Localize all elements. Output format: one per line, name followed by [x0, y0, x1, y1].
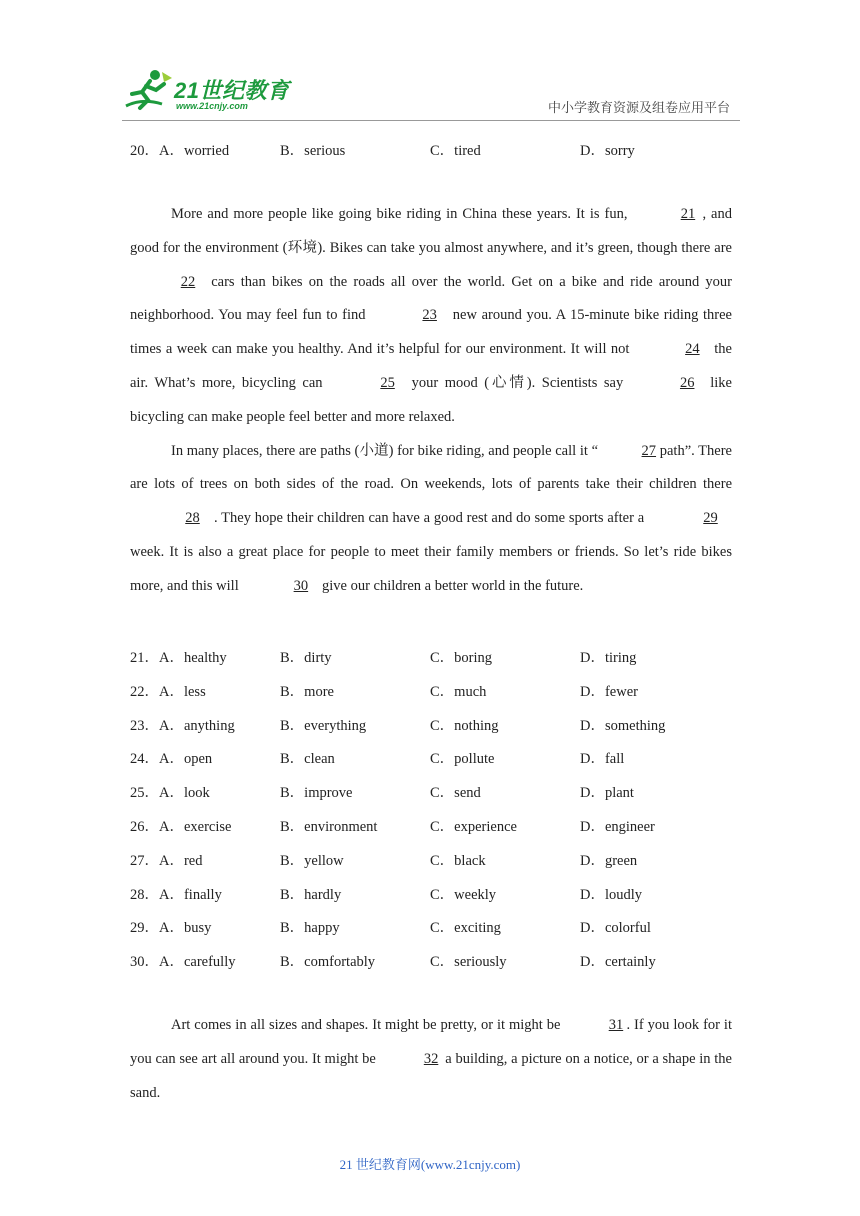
option-c: C．exciting: [430, 920, 501, 937]
header-platform-text: 中小学教育资源及组卷应用平台: [547, 101, 730, 116]
text: give our children a better world in the future.: [318, 577, 584, 594]
option-c: C．seriously: [430, 954, 507, 971]
option-c: C．black: [430, 852, 486, 869]
option-c: C．pollute: [430, 751, 495, 768]
paragraph-art: [130, 1009, 732, 1110]
paragraph-2: [130, 435, 732, 604]
blank-24: 24: [685, 341, 700, 358]
blank-21: 21: [680, 206, 696, 222]
option-b: B．hardly: [280, 886, 342, 903]
option-b: B．yellow: [280, 852, 344, 869]
page-header: [0, 0, 860, 125]
passage-bicycling: [130, 198, 732, 604]
option-c: C．nothing: [430, 717, 499, 734]
page-footer: 21 世纪教育网(www.21cnjy.com): [339, 1157, 521, 1172]
text: the air. What’s more, bicycling can: [130, 341, 732, 391]
blank-26: 26: [679, 374, 695, 391]
option-a: 27．A．red: [130, 852, 203, 869]
option-a: 20．A．worried: [130, 143, 230, 159]
blank-22: 22: [180, 273, 196, 290]
option-b: B．everything: [280, 717, 367, 734]
logo-url: www.21cnjy.com: [176, 101, 248, 111]
logo: [122, 68, 290, 119]
option-a: 21．A．healthy: [130, 650, 227, 666]
option-b: B．happy: [280, 920, 340, 937]
text: More and more people like going bike riding in China these years. It is fun,: [171, 206, 633, 222]
blank-30: 30: [293, 577, 309, 594]
text: , and good for the environment (环境). Bikes can take you almost anywhere, and it’s green, though there are: [130, 206, 732, 256]
option-c: C．weekly: [430, 886, 497, 903]
text: In many places, there are paths (小道) for bike riding, and people call it “: [171, 442, 599, 459]
option-a: 24．A．open: [130, 751, 213, 768]
blank-28: 28: [185, 510, 200, 527]
option-d: D．certainly: [580, 954, 656, 971]
runner-logo-icon: [122, 68, 178, 114]
blank-23: 23: [422, 307, 437, 324]
option-a: 30．A．carefully: [130, 954, 236, 971]
blank-29: 29: [703, 510, 718, 527]
text: week. It is also a great place for people to meet their family members or friends. So let’s ride bikes more, and this will: [130, 543, 732, 594]
option-b: B．dirty: [280, 650, 332, 666]
option-a: 22．A．less: [130, 683, 206, 700]
header-divider: [122, 120, 740, 121]
text: cars than bikes on the roads all over the world. Get on a bike and ride around your neighborhood. You may feel fun to find: [130, 273, 732, 324]
option-d: D．something: [580, 717, 666, 734]
option-b: B．environment: [280, 819, 378, 835]
option-d: D．green: [580, 852, 638, 869]
blank-25: 25: [380, 374, 395, 391]
blank-32: 32: [423, 1050, 439, 1067]
option-b: B．more: [280, 683, 334, 700]
option-c: C．experience: [430, 819, 517, 835]
text: . They hope their children can have a good rest and do some sports after a: [214, 510, 648, 527]
text: like bicycling can make people feel better and more relaxed.: [130, 374, 732, 425]
option-a: 23．A．anything: [130, 717, 235, 734]
option-a: 28．A．finally: [130, 886, 222, 903]
option-a: 25．A．look: [130, 785, 210, 802]
text: . If you look for it you can see art all around you. It might be: [130, 1017, 732, 1067]
option-c: C．boring: [430, 650, 493, 666]
option-c: C．much: [430, 683, 487, 700]
option-d: D．tiring: [580, 650, 637, 666]
logo-title: 21世纪教育: [174, 78, 290, 103]
option-a: 29．A．busy: [130, 920, 212, 937]
option-c: C．tired: [430, 143, 481, 159]
blank-27: 27: [641, 442, 657, 459]
passage-art: [130, 1009, 732, 1110]
option-d: D．colorful: [580, 920, 651, 937]
option-b: B．comfortably: [280, 954, 376, 971]
option-d: D．loudly: [580, 886, 643, 903]
option-d: D．fall: [580, 751, 625, 768]
text: Art comes in all sizes and shapes. It might be pretty, or it might be: [171, 1017, 565, 1033]
text: a building, a picture on a notice, or a shape in the sand.: [130, 1050, 732, 1101]
option-d: D．engineer: [580, 819, 655, 835]
option-d: D．fewer: [580, 683, 638, 700]
text: new around you. A 15-minute bike riding three times a week can make you healthy. And it’s helpful for our environment. It will not: [130, 307, 732, 358]
option-d: D．sorry: [580, 143, 635, 159]
text: path”. There are lots of trees on both sides of the road. On weekends, lots of parents take their children there: [130, 442, 732, 493]
option-c: C．send: [430, 785, 481, 802]
text: your mood (心情). Scientists say: [405, 374, 630, 391]
option-b: B．serious: [280, 143, 346, 159]
option-d: D．plant: [580, 785, 634, 802]
paragraph-1: [130, 198, 732, 435]
option-b: B．clean: [280, 751, 335, 768]
option-b: B．improve: [280, 785, 353, 802]
option-a: 26．A．exercise: [130, 819, 232, 835]
blank-31: 31: [608, 1017, 624, 1033]
